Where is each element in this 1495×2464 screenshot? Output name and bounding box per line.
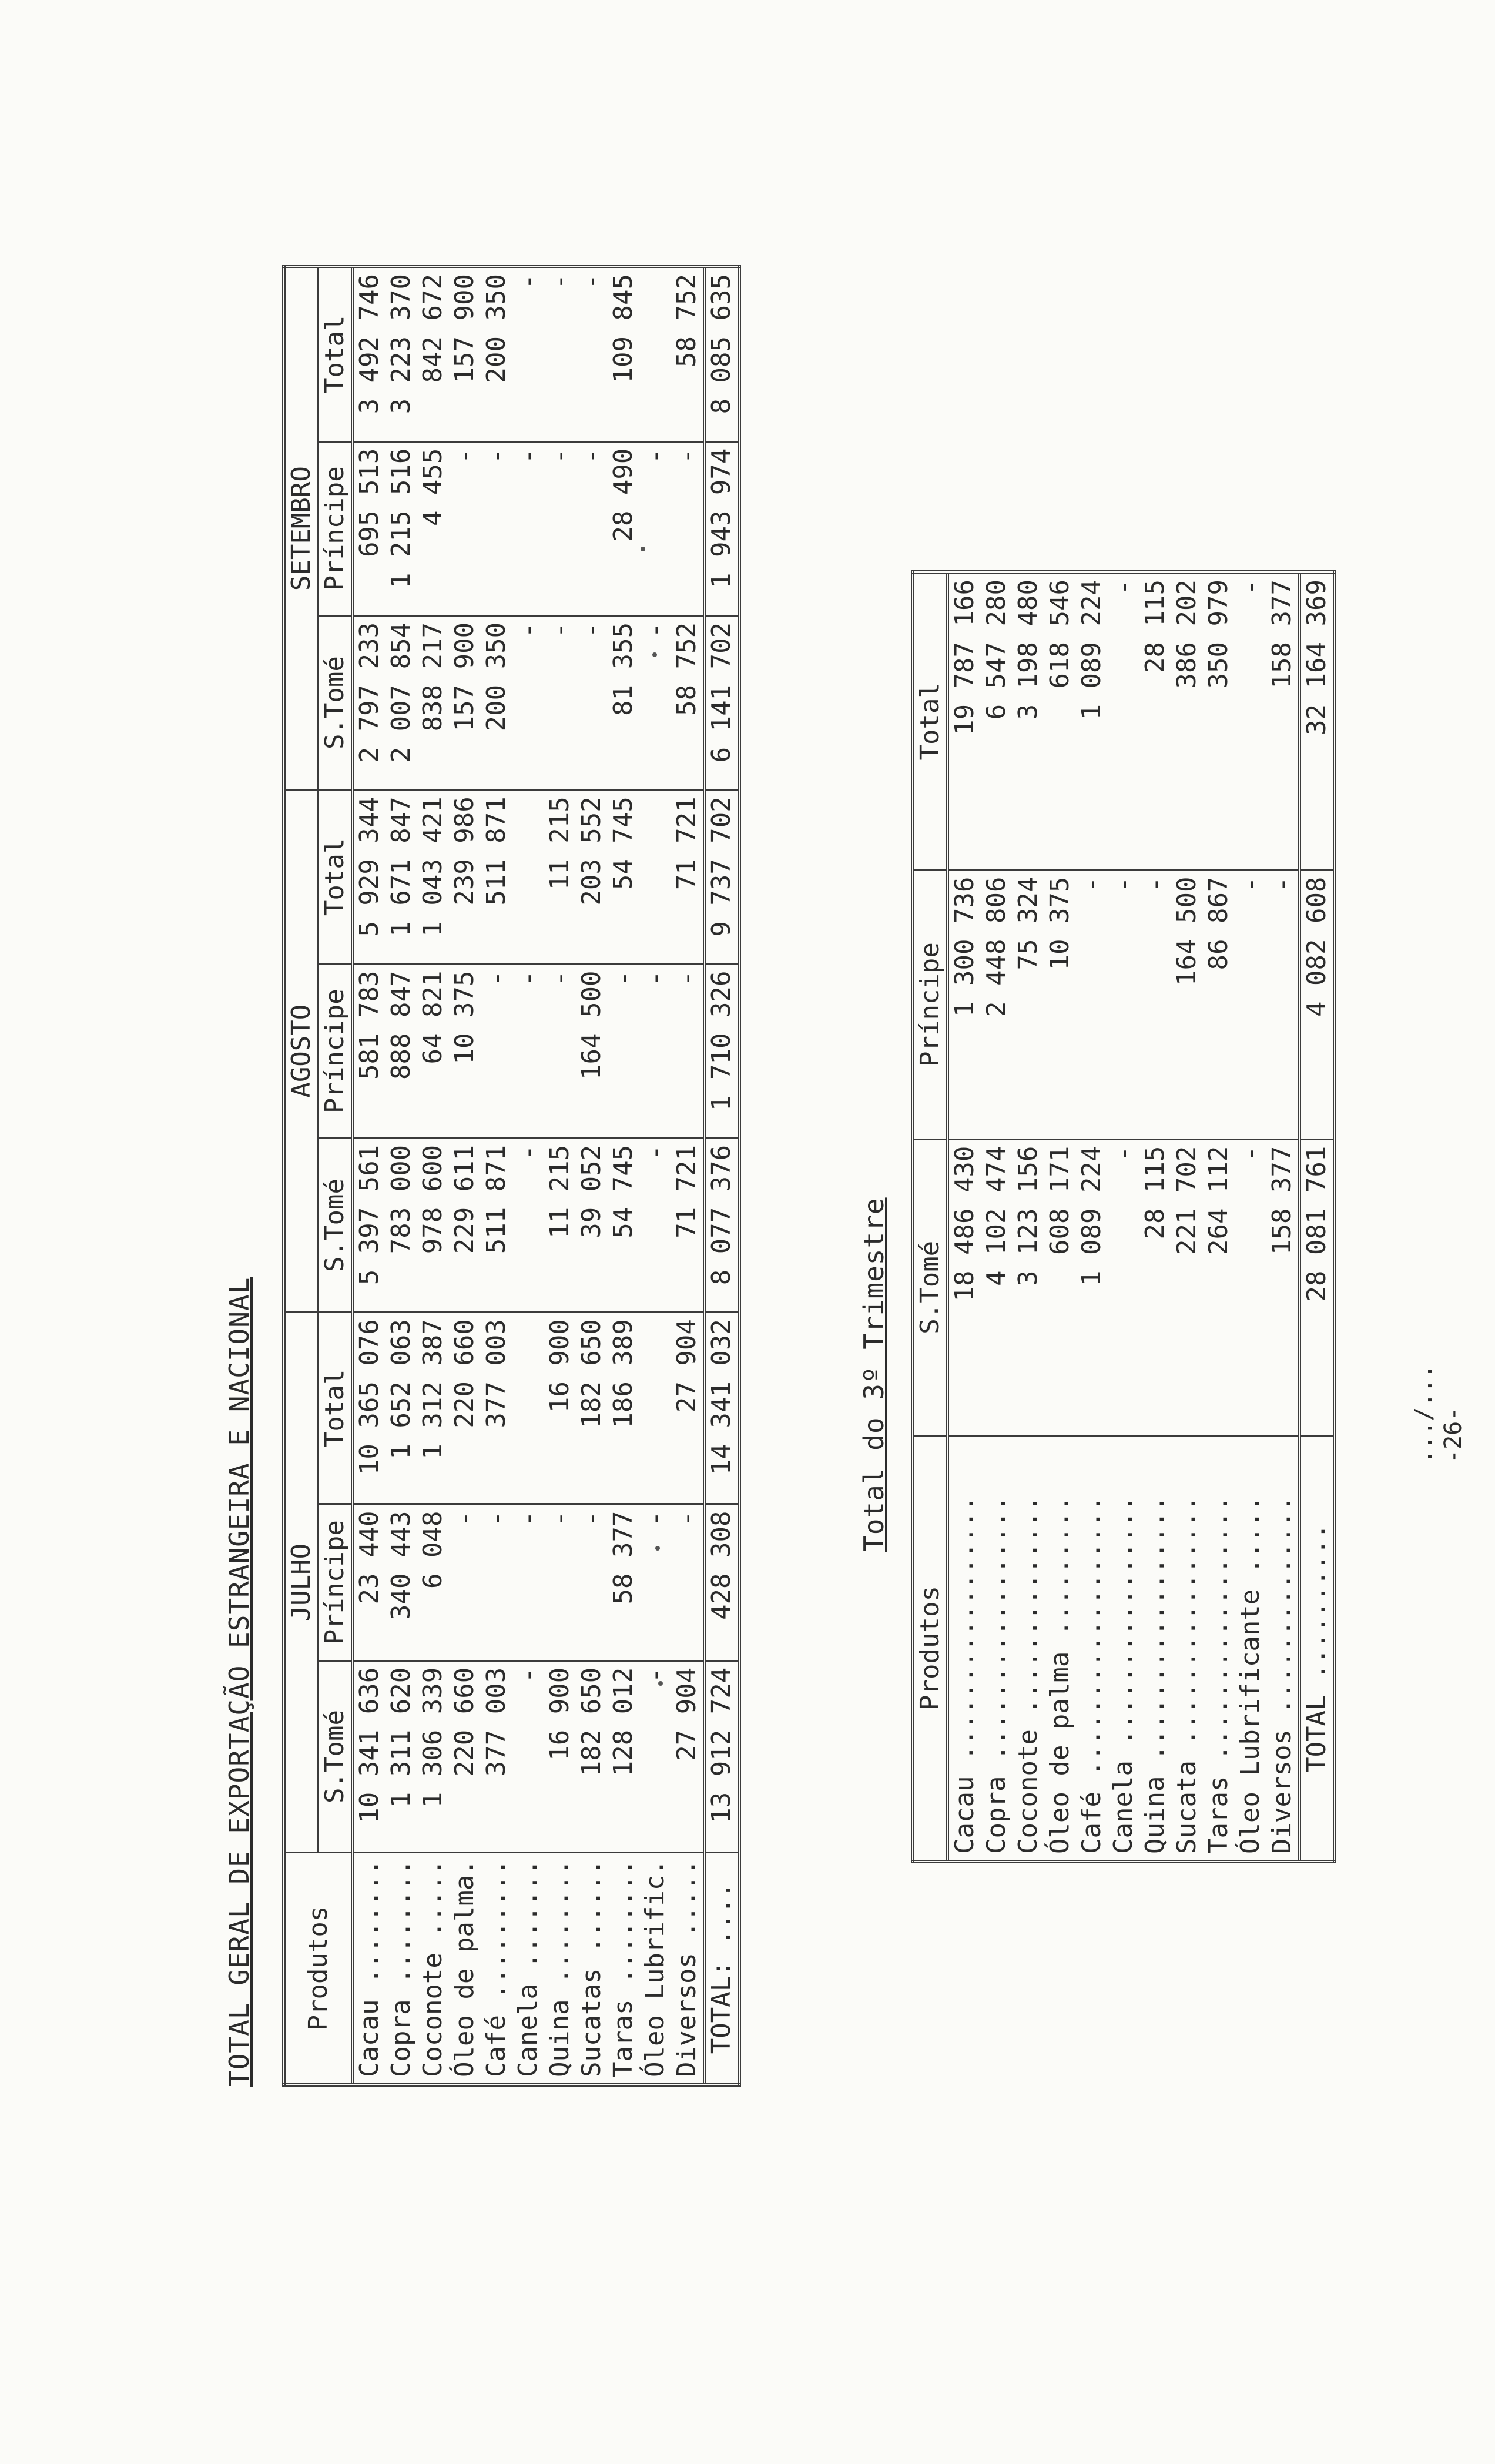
value-cell: 71 721 [671, 1138, 705, 1312]
value-cell: 1 089 224 [1076, 572, 1108, 870]
table-row [608, 266, 639, 2085]
table-row [671, 266, 705, 2085]
value-cell: - [1108, 572, 1139, 870]
value-cell: 10 341 636 [353, 1660, 386, 1852]
product-label: Coconote .............. [1013, 1495, 1043, 1854]
value-cell: - [639, 1138, 671, 1312]
value-cell: - [544, 266, 576, 441]
quarter-header-principe: Príncipe [913, 870, 948, 1139]
product-label: Copra ........ [386, 1859, 416, 2077]
products-header: Produtos [284, 1853, 353, 2085]
value-cell: 2 797 233 [353, 615, 386, 789]
table-row [1044, 572, 1076, 1862]
quarter-header-total: Total [913, 572, 948, 870]
table-row [512, 266, 544, 2085]
value-cell: - [576, 615, 608, 789]
product-label: Coconote ..... [418, 1859, 448, 2077]
value-cell: 157 900 [449, 266, 481, 441]
total-row [705, 266, 740, 2085]
value-cell: 10 365 076 [353, 1313, 386, 1504]
value-cell: 10 375 [449, 964, 481, 1138]
value-cell: 618 546 [1044, 572, 1076, 870]
value-cell: - [544, 441, 576, 615]
subheader-sao-tome: S.Tomé [319, 1660, 353, 1852]
table-row [576, 266, 608, 2085]
table-row [1076, 572, 1108, 1862]
value-cell: 1 215 516 [386, 441, 417, 615]
value-cell: - [544, 1504, 576, 1660]
value-cell: 182 650 [576, 1313, 608, 1504]
value-cell: 71 721 [671, 790, 705, 964]
subheader-principe: Príncipe [319, 441, 353, 615]
product-label: Canela ................ [1108, 1495, 1138, 1854]
value-cell: 64 821 [417, 964, 449, 1138]
value-cell: 264 112 [1203, 1139, 1235, 1435]
value-cell: - [449, 1504, 481, 1660]
product-label: Cacau ................. [950, 1495, 980, 1854]
value-cell: 128 012 [608, 1660, 639, 1852]
product-label: Diversos ..... [672, 1859, 702, 2077]
value-cell: 888 847 [386, 964, 417, 1138]
table-row [417, 266, 449, 2085]
product-label: Óleo de palma ......... [1045, 1495, 1075, 1854]
value-cell: 386 202 [1171, 572, 1203, 870]
value-cell: 428 308 [705, 1504, 740, 1660]
quarter-export-table [911, 570, 1336, 1863]
value-cell: 842 672 [417, 266, 449, 441]
product-label: TOTAL: .... [705, 1853, 740, 2085]
value-cell: 28 081 761 [1300, 1139, 1335, 1435]
product-label: Quina ................. [1140, 1495, 1170, 1854]
value-cell: 157 900 [449, 615, 481, 789]
quarter-header-sao-tome: S.Tomé [913, 1139, 948, 1435]
value-cell: 2 007 854 [386, 615, 417, 789]
value-cell: 1 311 620 [386, 1660, 417, 1852]
value-cell: 13 912 724 [705, 1660, 740, 1852]
value-cell: - [512, 266, 544, 441]
value-cell [639, 1313, 671, 1504]
subheader-total: Total [319, 790, 353, 964]
value-cell: 58 377 [608, 1504, 639, 1660]
product-label: Copra ................. [981, 1495, 1011, 1854]
value-cell: - [1139, 870, 1171, 1139]
value-cell: - [671, 964, 705, 1138]
value-cell: 6 547 280 [981, 572, 1013, 870]
value-cell: 27 904 [671, 1313, 705, 1504]
month-header-setembro: SETEMBRO [284, 266, 319, 790]
value-cell: - [481, 1504, 512, 1660]
value-cell: 58 752 [671, 615, 705, 789]
value-cell: - [639, 615, 671, 789]
value-cell: 838 217 [417, 615, 449, 789]
value-cell: - [671, 1504, 705, 1660]
value-cell: 6 141 702 [705, 615, 740, 789]
value-cell: - [481, 441, 512, 615]
value-cell: 5 397 561 [353, 1138, 386, 1312]
value-cell: 32 164 369 [1300, 572, 1335, 870]
monthly-export-table [282, 265, 741, 2087]
value-cell [639, 790, 671, 964]
value-cell: 1 089 224 [1076, 1139, 1108, 1435]
value-cell: 11 215 [544, 1138, 576, 1312]
table-row [449, 266, 481, 2085]
table-row [981, 572, 1013, 1862]
value-cell: 695 513 [353, 441, 386, 615]
value-cell: 3 223 370 [386, 266, 417, 441]
value-cell: - [576, 266, 608, 441]
value-cell: 221 702 [1171, 1139, 1203, 1435]
value-cell: 164 500 [1171, 870, 1203, 1139]
total-row [1300, 572, 1335, 1862]
value-cell: 3 198 480 [1013, 572, 1044, 870]
subheader-principe: Príncipe [319, 964, 353, 1138]
subheader-sao-tome: S.Tomé [319, 1138, 353, 1312]
value-cell: 109 845 [608, 266, 639, 441]
value-cell: 28 490 [608, 441, 639, 615]
value-cell: 377 003 [481, 1313, 512, 1504]
value-cell: 86 867 [1203, 870, 1235, 1139]
value-cell: 81 355 [608, 615, 639, 789]
table-row [1235, 572, 1266, 1862]
month-header-agosto: AGOSTO [284, 790, 319, 1313]
table-row [1139, 572, 1171, 1862]
value-cell: 1 043 421 [417, 790, 449, 964]
value-cell: 4 082 608 [1300, 870, 1335, 1139]
value-cell: 1 300 736 [948, 870, 981, 1139]
value-cell: 4 102 474 [981, 1139, 1013, 1435]
value-cell: - [512, 1660, 544, 1852]
product-label: Café ......... [481, 1859, 511, 2077]
value-cell: 3 492 746 [353, 266, 386, 441]
value-cell: 158 377 [1266, 1139, 1300, 1435]
value-cell: 6 048 [417, 1504, 449, 1660]
value-cell: 54 745 [608, 1138, 639, 1312]
table-row [639, 266, 671, 2085]
quarter-products-header: Produtos [913, 1436, 948, 1862]
value-cell: - [512, 1138, 544, 1312]
value-cell: 158 377 [1266, 572, 1300, 870]
value-cell: - [1108, 870, 1139, 1139]
value-cell: 1 671 847 [386, 790, 417, 964]
value-cell: - [512, 964, 544, 1138]
value-cell: - [639, 964, 671, 1138]
product-label: Café .................. [1077, 1495, 1107, 1854]
subheader-total: Total [319, 1313, 353, 1504]
page-marker: .../... [1410, 1364, 1437, 1464]
product-label: Óleo de palma. [450, 1859, 480, 2077]
value-cell: - [481, 964, 512, 1138]
value-cell: 1 943 974 [705, 441, 740, 615]
value-cell: - [639, 1504, 671, 1660]
table-row [481, 266, 512, 2085]
product-label: Quina ........ [545, 1859, 575, 2077]
product-label: Sucatas ...... [576, 1859, 606, 2077]
value-cell: 1 312 387 [417, 1313, 449, 1504]
product-label: Óleo Lubrificante ..... [1235, 1495, 1265, 1854]
value-cell: 608 171 [1044, 1139, 1076, 1435]
value-cell: 511 871 [481, 790, 512, 964]
product-label: Taras ........ [608, 1859, 638, 2077]
value-cell: - [544, 615, 576, 789]
value-cell: 9 737 702 [705, 790, 740, 964]
value-cell: - [639, 1660, 671, 1852]
table-row [1171, 572, 1203, 1862]
value-cell: - [576, 1504, 608, 1660]
value-cell: - [1235, 1139, 1266, 1435]
table-row [1013, 572, 1044, 1862]
value-cell [512, 790, 544, 964]
value-cell: 27 904 [671, 1660, 705, 1852]
value-cell: 19 787 166 [948, 572, 981, 870]
value-cell: 2 448 806 [981, 870, 1013, 1139]
value-cell: - [1108, 1139, 1139, 1435]
value-cell: 200 350 [481, 266, 512, 441]
product-label: Canela ....... [513, 1859, 543, 2077]
value-cell: - [671, 441, 705, 615]
value-cell [512, 1313, 544, 1504]
page-title: TOTAL GERAL DE EXPORTAÇÃO ESTRANGEIRA E NACIONAL [223, 1277, 255, 2087]
value-cell: 350 979 [1203, 572, 1235, 870]
value-cell [639, 266, 671, 441]
value-cell: 229 611 [449, 1138, 481, 1312]
value-cell: 186 389 [608, 1313, 639, 1504]
value-cell: 58 752 [671, 266, 705, 441]
value-cell: 11 215 [544, 790, 576, 964]
product-label: Taras ................. [1204, 1495, 1233, 1854]
subheader-principe: Príncipe [319, 1504, 353, 1660]
value-cell: - [639, 441, 671, 615]
subheader-sao-tome: S.Tomé [319, 615, 353, 789]
value-cell: 16 900 [544, 1313, 576, 1504]
value-cell: 75 324 [1013, 870, 1044, 1139]
value-cell: - [449, 441, 481, 615]
month-header-julho: JULHO [284, 1313, 319, 1853]
page-number: -26- [1440, 1407, 1467, 1464]
value-cell: - [544, 964, 576, 1138]
value-cell: 239 986 [449, 790, 481, 964]
value-cell: - [608, 964, 639, 1138]
value-cell: 377 003 [481, 1660, 512, 1852]
value-cell: - [576, 441, 608, 615]
table-row [1203, 572, 1235, 1862]
value-cell: 203 552 [576, 790, 608, 964]
value-cell: - [1076, 870, 1108, 1139]
value-cell: 340 443 [386, 1504, 417, 1660]
value-cell: 164 500 [576, 964, 608, 1138]
value-cell: - [1235, 572, 1266, 870]
value-cell: 14 341 032 [705, 1313, 740, 1504]
value-cell: 54 745 [608, 790, 639, 964]
value-cell: 5 929 344 [353, 790, 386, 964]
table-row [544, 266, 576, 2085]
value-cell: 182 650 [576, 1660, 608, 1852]
value-cell: - [1235, 870, 1266, 1139]
product-label: Sucata ................ [1172, 1495, 1202, 1854]
value-cell: 200 350 [481, 615, 512, 789]
value-cell: 220 660 [449, 1660, 481, 1852]
value-cell: 1 652 063 [386, 1313, 417, 1504]
value-cell: 511 871 [481, 1138, 512, 1312]
value-cell: - [512, 615, 544, 789]
value-cell: 220 660 [449, 1313, 481, 1504]
product-label: Diversos .............. [1267, 1495, 1297, 1854]
value-cell: 783 000 [386, 1138, 417, 1312]
value-cell: - [512, 441, 544, 615]
table-row [1108, 572, 1139, 1862]
value-cell: - [512, 1504, 544, 1660]
value-cell: 1 710 326 [705, 964, 740, 1138]
value-cell: 28 115 [1139, 572, 1171, 870]
value-cell: 4 455 [417, 441, 449, 615]
table-row [948, 572, 981, 1862]
value-cell: 39 052 [576, 1138, 608, 1312]
table-row [353, 266, 386, 2085]
value-cell: 10 375 [1044, 870, 1076, 1139]
quarter-title: Total do 3º Trimestre [858, 1197, 890, 1552]
subheader-total: Total [319, 266, 353, 441]
table-row [1266, 572, 1300, 1862]
product-label: Óleo Lubrific. [640, 1859, 670, 2077]
value-cell: 23 440 [353, 1504, 386, 1660]
table-row [386, 266, 417, 2085]
product-label: Cacau ........ [354, 1859, 384, 2077]
value-cell: 18 486 430 [948, 1139, 981, 1435]
value-cell: 8 085 635 [705, 266, 740, 441]
value-cell: 28 115 [1139, 1139, 1171, 1435]
value-cell: 16 900 [544, 1660, 576, 1852]
value-cell: 581 783 [353, 964, 386, 1138]
value-cell: 978 600 [417, 1138, 449, 1312]
value-cell: - [1266, 870, 1300, 1139]
product-label: TOTAL .......... [1300, 1436, 1335, 1862]
value-cell: 3 123 156 [1013, 1139, 1044, 1435]
value-cell: 1 306 339 [417, 1660, 449, 1852]
value-cell: 8 077 376 [705, 1138, 740, 1312]
